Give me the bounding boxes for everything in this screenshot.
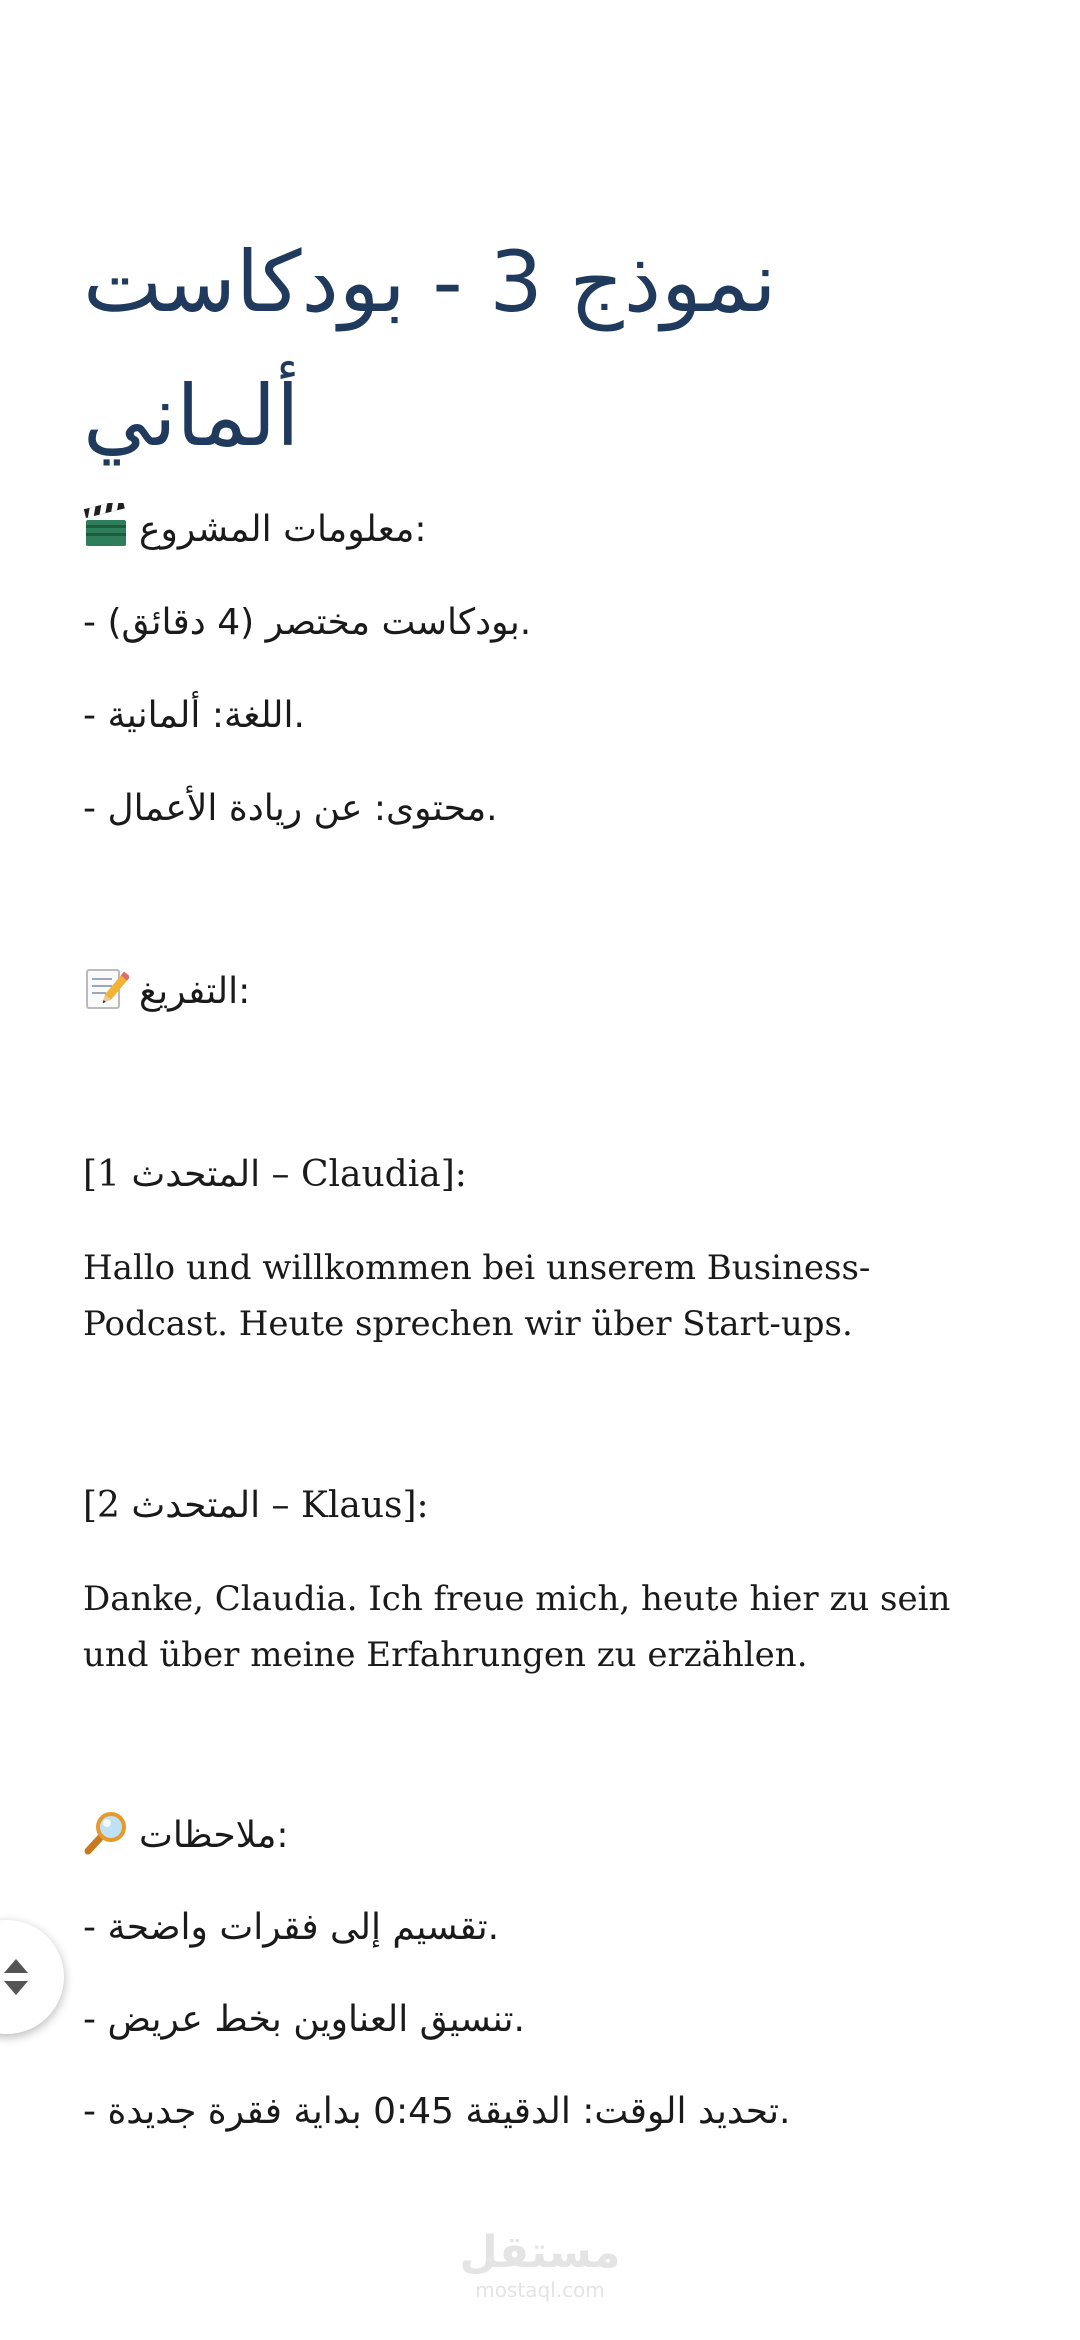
watermark-site: mostaql.com xyxy=(475,2278,605,2302)
notes-heading: ملاحظات: xyxy=(83,1808,963,1864)
watermark xyxy=(0,2228,1080,2302)
clapper-board-icon xyxy=(83,503,129,549)
speaker-text: Danke, Claudia. Ich freue mich, heute hier zu sein und über meine Erfahrungen zu erzählen. xyxy=(83,1579,951,1675)
notes-item: - تنسيق العناوين بخط عريض. xyxy=(83,1999,525,2040)
memo-icon xyxy=(83,965,129,1011)
document-title: نموذج 3 - بودكاست ألماني xyxy=(83,233,777,465)
notes-item: - تقسيم إلى فقرات واضحة. xyxy=(83,1907,500,1948)
scroll-button[interactable] xyxy=(0,1920,64,2034)
scroll-up-down-icon xyxy=(2,1953,30,2001)
project-info-item: - محتوى: عن ريادة الأعمال. xyxy=(83,788,498,829)
project-info-heading: معلومات المشروع: xyxy=(83,502,963,558)
watermark-brand: مستقل xyxy=(459,2227,621,2278)
project-info-item: - بودكاست مختصر (4 دقائق). xyxy=(83,602,532,643)
project-info-item: - اللغة: ألمانية. xyxy=(83,695,305,736)
speaker-text: Hallo und willkommen bei unserem Business-Podcast. Heute sprechen wir über Start-ups. xyxy=(83,1248,871,1344)
transcript-heading: التفريغ: xyxy=(83,964,963,1020)
notes-item: - تحديد الوقت: الدقيقة 0:45 بداية فقرة جديدة. xyxy=(83,2091,791,2132)
speaker-label: [المتحدث 1 – Claudia]: xyxy=(83,1154,467,1195)
magnifying-glass-icon xyxy=(83,1809,129,1855)
speaker-label: [المتحدث 2 – Klaus]: xyxy=(83,1485,429,1526)
